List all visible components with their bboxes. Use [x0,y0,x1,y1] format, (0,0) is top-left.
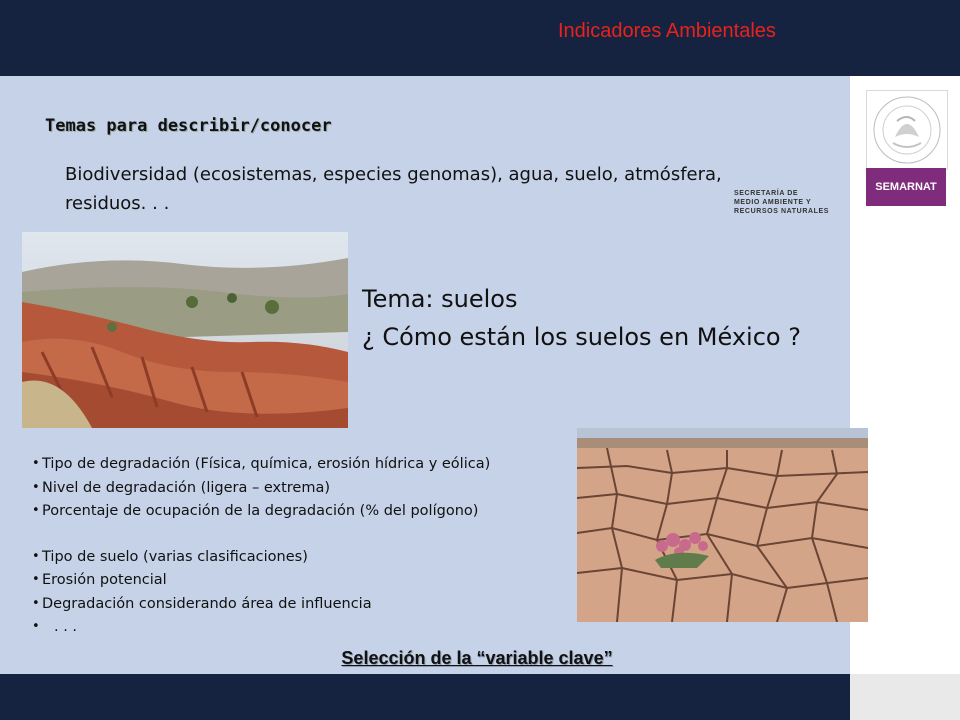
list-item: • Porcentaje de ocupación de la degradación (% del polígono) [32,503,592,527]
semarnat-brand: SEMARNAT [866,168,946,206]
theme-title: Tema: suelos [362,285,518,313]
eroded-land-photo [22,232,348,428]
header-title: Indicadores Ambientales [558,20,776,42]
cracked-soil-photo [577,428,868,622]
theme-question: ¿ Cómo están los suelos en México ? [362,323,801,351]
list-item: • Erosión potencial [32,572,592,596]
topics-text: Biodiversidad (ecosistemas, especies genomas), agua, suelo, atmósfera, residuos. . . [65,164,722,214]
ministry-line: MEDIO AMBIENTE Y [734,199,812,206]
key-variable-selection [0,648,960,669]
mexico-seal-logo [866,90,948,170]
theme-block [362,280,801,356]
indicator-list [32,456,592,643]
ministry-line: RECURSOS NATURALES [734,208,830,215]
key-variable-label: Selección de la “variable clave” [341,648,613,668]
ministry-line: SECRETARÍA DE [734,190,799,197]
list-item: • Degradación considerando área de influencia [32,596,592,620]
topics-heading: Temas para describir/conocer [45,116,332,136]
header-bar-right [850,0,960,76]
list-item: • Tipo de suelo (varias clasificaciones) [32,549,592,573]
list-item: • . . . [32,619,592,643]
list-item: • Nivel de degradación (ligera – extrema) [32,480,592,504]
list-item: • Tipo de degradación (Física, química, erosión hídrica y eólica) [32,456,592,480]
footer-bar [0,674,850,720]
footer-bar-right [850,674,960,720]
